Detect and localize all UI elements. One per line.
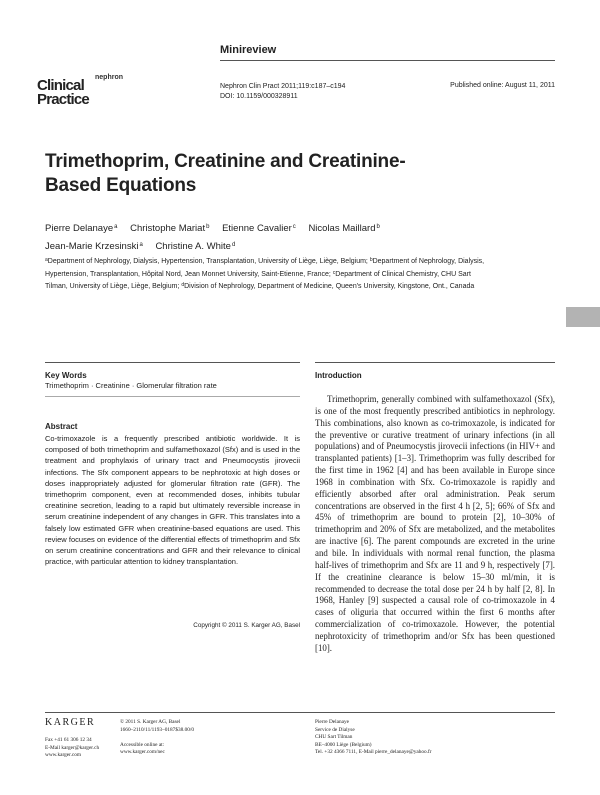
author-name: Christine A. White [155, 241, 231, 252]
author-name: Etienne Cavalier [222, 223, 292, 234]
author-affiliation-mark: b [376, 224, 380, 230]
publication-line: Accessible online at: [120, 741, 165, 748]
contact-line: www.karger.com [45, 752, 82, 759]
correspondence-line: Tel. +32 4366 7111, E-Mail pierre_delanaye@yahoo.fr [315, 749, 432, 756]
publication-line: © 2011 S. Karger AG, Basel [120, 719, 181, 725]
journal-logo-small-text: nephron [95, 74, 123, 81]
journal-logo-line2: Practice [37, 91, 89, 108]
key-words-text: Trimethoprim · Creatinine · Glomerular filtration rate [45, 381, 217, 390]
publication-line: 1660–2110/11/1193–0187$38.00/0 [120, 726, 195, 733]
journal-logo [37, 74, 157, 114]
footer-rule [45, 712, 555, 713]
affiliation-mark: c [332, 269, 336, 276]
correspondence-line: CHU Sart Tilman [315, 734, 353, 741]
author-5 [45, 241, 143, 252]
author-list [45, 219, 475, 255]
doi-label: DOI: [220, 93, 237, 100]
citation-line: Nephron Clin Pract 2011;119:c187–c194 [220, 83, 346, 90]
introduction-text: Trimethoprim, generally combined with sulfamethoxazol (Sfx), is one of the most frequently prescribed antibiotics in nephrology. This combinations, also known as co-trimoxazole, is indicated for the preventive or curative treatment of urinary infections (in all populations) and of Pneumocystis jirovecii infections (in HIV+ and transplanted patients) [1–3]. Trimethoprim was fully described for the first time in 1962 [4] and has been available in Europe since 1968 in combination with Sfx. Co-trimoxazole is rapidly and efficiently absorbed after oral administration. Peak serum concentrations are observed in the first 4 h [2, 5]; 66% of Sfx and 45% of trimethoprim are bound to protein [2], 10–30% of trimethoprim and 20% of Sfx are metabolized, and the metabolites are inactive [6]. The parent compounds are excreted in the urine and bile. In individuals with normal renal function, the plasma half-lives of trimethoprim and Sfx are 11 and 9 h, respectively [7]. If the creatinine clearance is below 15–30 ml/min, it is recommended to decrease the total dose per 24 h by half [2, 8]. In 1968, Hanley [9] suspected a causal role of co-trimoxazole in 4 cases of oliguria that occurred within the first 6 months after commercialization of co-trimoxazole. However, the potential nephrotoxicity of trimethoprim and/or Sfx has been questioned [10]. [315, 394, 555, 653]
contact-line: Fax +41 61 306 12 34 [45, 737, 92, 743]
affiliation-mark: d [181, 282, 185, 288]
abstract-copyright: Copyright © 2011 S. Karger AG, Basel [193, 622, 300, 629]
doi-link[interactable]: 10.1159/000328911 [236, 93, 298, 100]
journal-logo-line1: Clinical [37, 77, 84, 94]
author-name: Pierre Delanaye [45, 223, 114, 234]
affiliation-d: Division of Nephrology, Department of Medicine, Queen's University, Kingstone, Ont., Canada [184, 283, 475, 290]
doi-line [220, 92, 345, 102]
abstract-text: Co-trimoxazole is a frequently prescribed antibiotic worldwide. It is composed of both trimethoprim and sulfamethoxazol (Sfx) and is used in the treatment and prophylaxis of urinary tract and Pneumocystis jirovecii infections. The Sfx component appears to be nephrotoxic at high doses or doses inappropriately adjusted for glomerular filtration rate (GFR). The trimethoprim component, even at recommended doses, inhibits tubular creatinine secretion, leading to a rapid but ultimately reversible increase in serum creatinine independent of any changes in GFR. This translates into a falsely low estimated GFR when creatinine-based equations are used. This review focuses on evidence of the differential effects of trimethoprim and Sfx on serum creatinine concentrations and GFR and their relevance to clinical practice, with particular attention to kidney transplantation. [45, 434, 300, 567]
author-1 [45, 223, 117, 234]
correspondence-line: Service de Dialyse [315, 726, 355, 733]
author-affiliation-mark: a [139, 242, 143, 248]
publication-line [120, 734, 290, 742]
affiliation-b: Department of Nephrology, Dialysis, Hypertension, Transplantation, Hôpital Nord, Jean Monnet University, Saint-Etienne, France; [45, 258, 485, 278]
correspondence-line: BE–4000 Liège (Belgium) [315, 741, 372, 748]
author-affiliation-mark: d [231, 242, 236, 248]
key-words-rule [45, 396, 300, 397]
left-column-rule [45, 362, 300, 363]
author-3 [222, 223, 296, 234]
published-date: Published online: August 11, 2011 [450, 82, 555, 89]
publication-info [120, 719, 290, 757]
affiliation-mark: b [369, 257, 373, 263]
publisher-contact [45, 737, 115, 760]
publication-line: www.karger.com/nec [120, 749, 165, 756]
citation-block [220, 82, 345, 102]
contact-line: E-Mail karger@karger.ch [45, 744, 100, 751]
author-name: Christophe Mariat [130, 223, 206, 234]
author-4 [308, 223, 379, 234]
header-rule [220, 60, 555, 61]
article-title: Trimethoprim, Creatinine and Creatinine-Based Equations [45, 151, 406, 196]
affiliation-mark: a [45, 257, 48, 263]
author-affiliation-mark: b [206, 224, 210, 230]
section-thumb-tab [566, 307, 600, 327]
author-6 [155, 241, 235, 252]
affiliation-c: Department of Clinical Chemistry, CHU Sart Tilman, University of Liège, Liège, Belgium; [45, 270, 471, 290]
author-name: Nicolas Maillard [308, 223, 376, 234]
introduction-heading: Introduction [315, 371, 362, 380]
section-label: Minireview [220, 44, 277, 56]
key-words-heading: Key Words [45, 371, 87, 380]
author-affiliation-mark: a [114, 224, 118, 230]
affiliation-a: Department of Nephrology, Dialysis, Hypertension, Transplantation, University of Liège, Liège, Belgium; [47, 258, 370, 265]
author-affiliation-mark: c [292, 224, 296, 230]
author-name: Jean-Marie Krzesinski [45, 241, 139, 252]
author-2 [130, 223, 209, 234]
publisher-logo: KARGER [45, 717, 96, 728]
correspondence-line: Pierre Delanaye [315, 719, 349, 725]
correspondence-info [315, 719, 555, 757]
right-column-rule [315, 362, 555, 363]
abstract-heading: Abstract [45, 422, 78, 431]
affiliations [45, 255, 485, 293]
